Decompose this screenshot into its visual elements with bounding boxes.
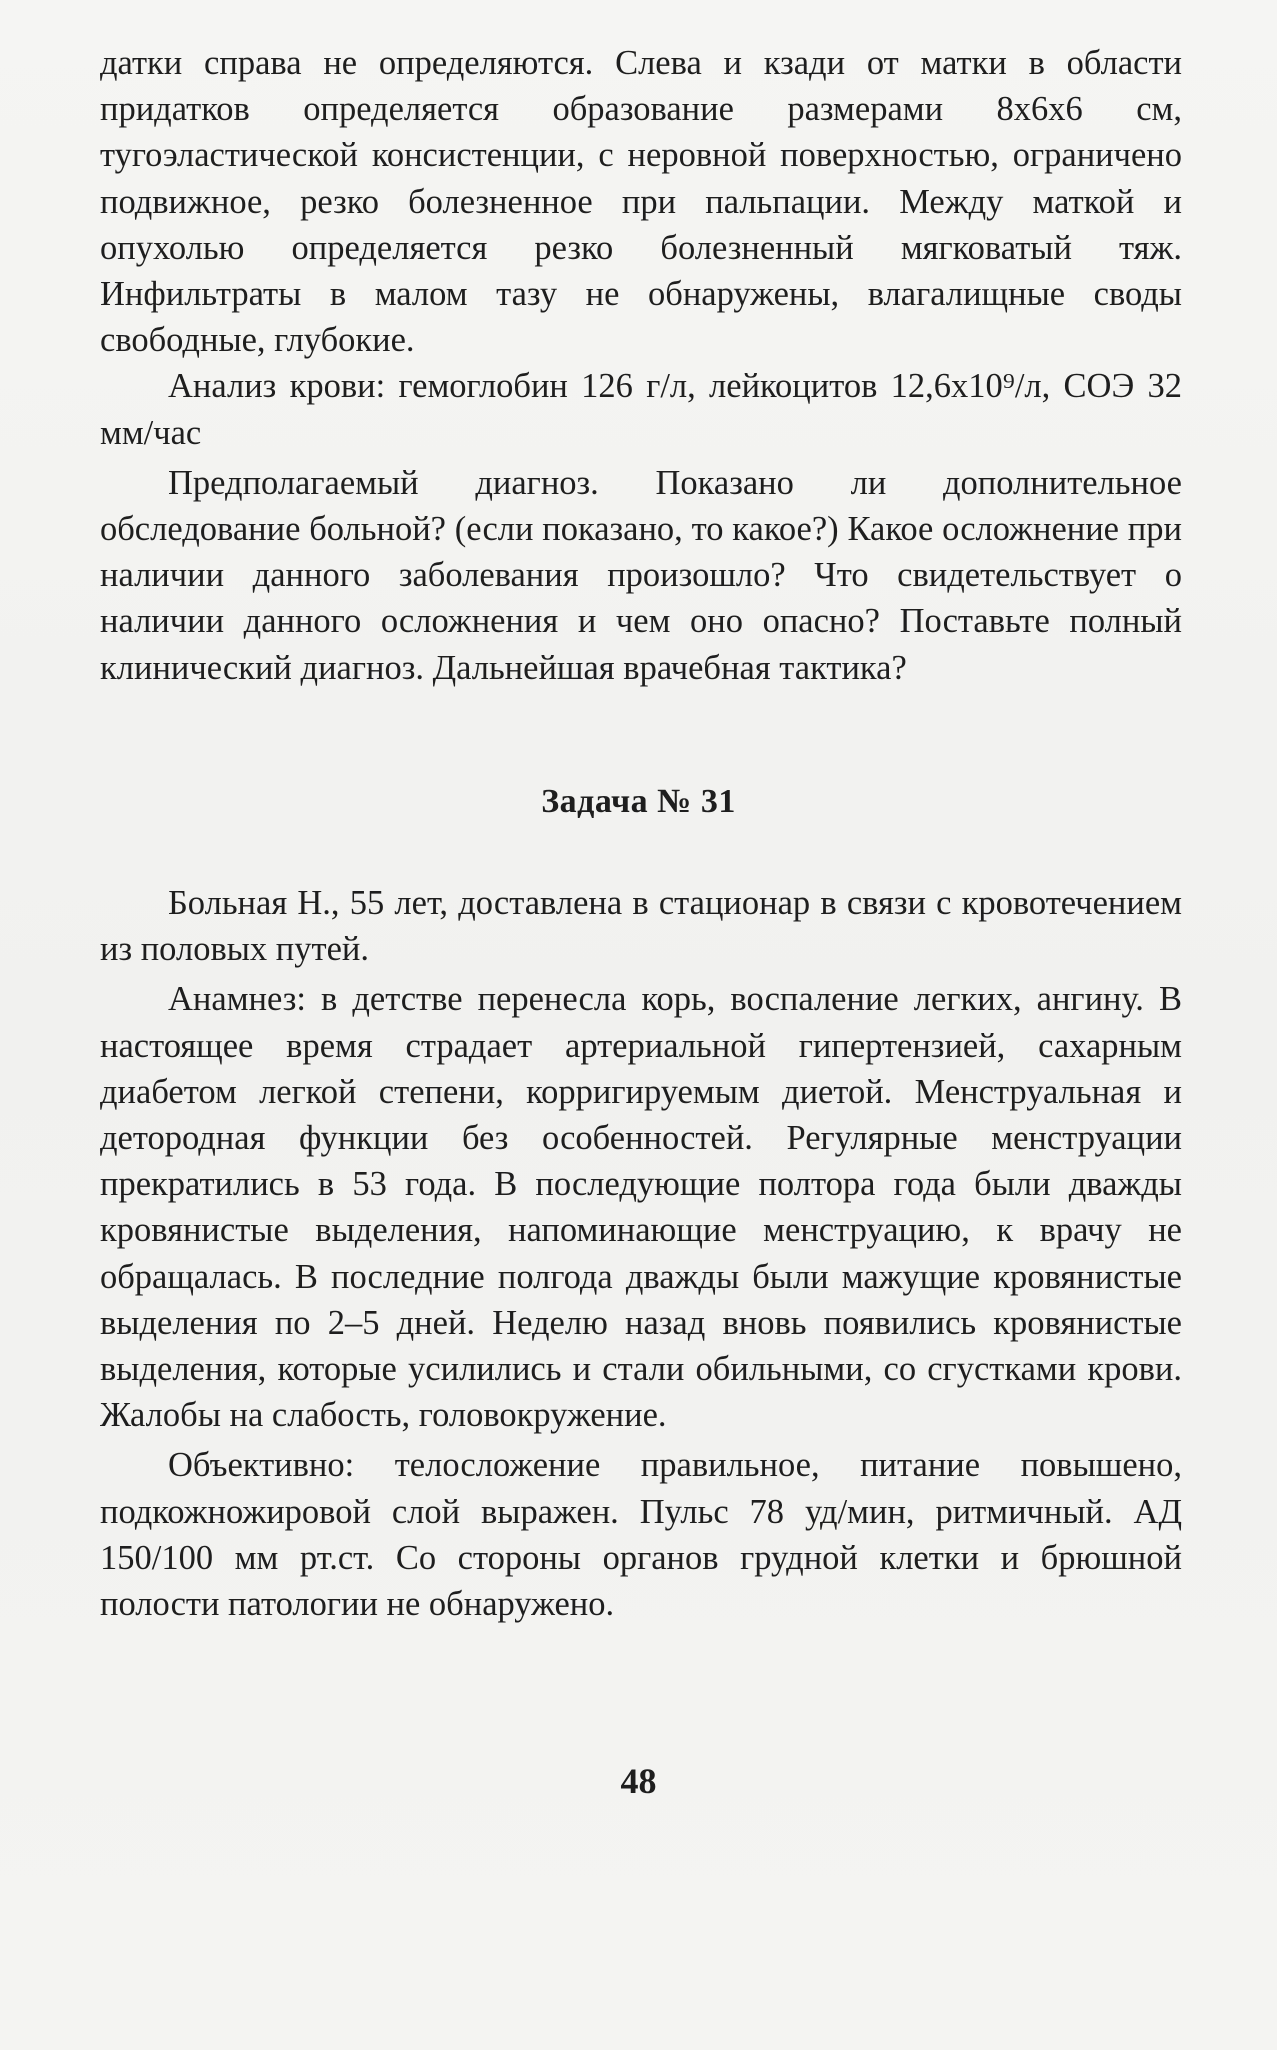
continued-case-text	[100, 40, 1182, 691]
paragraph-examination-continued: датки справа не определяются. Слева и кзади от матки в области придатков определяется образование размерами 8х6х6 см, тугоэластической консистенции, с неровной поверхностью, ограничено подвижное, резко болезненное при пальпации. Между маткой и опухолью определяется резко болезненный мягковатый тяж. Инфильтраты в малом тазу не обнаружены, влагалищные своды свободные, глубокие.	[100, 44, 1182, 360]
task-case-text	[100, 880, 1182, 1627]
paragraph-anamnesis: Анамнез: в детстве перенесла корь, воспаление легких, ангину. В настоящее время страдает артериальной гипертензией, сахарным диабетом легкой степени, корригируемым диетой. Менструальная и детородная функции без особенностей. Регулярные менструации прекратились в 53 года. В последующие полтора года были дважды кровянистые выделения, напоминающие менструацию, к врачу не обращалась. В последние полгода дважды были мажущие кровянистые выделения по 2–5 дней. Неделю назад вновь появились кровянистые выделения, которые усилились и стали обильными, со сгустками крови. Жалобы на слабость, головокружение.	[100, 980, 1182, 1435]
paragraph-objective: Объективно: телосложение правильное, питание повышено, подкожножировой слой выражен. Пульс 78 уд/мин, ритмичный. АД 150/100 мм рт.ст. Со стороны органов грудной клетки и брюшной полости патологии не обнаружено.	[100, 1446, 1182, 1624]
paragraph-patient-intro: Больная Н., 55 лет, доставлена в стационар в связи с кровотечением из половых путей.	[100, 884, 1182, 969]
task-heading: Задача № 31	[541, 783, 736, 820]
page-number: 48	[620, 1761, 657, 1801]
paragraph-questions: Предполагаемый диагноз. Показано ли дополнительное обследование больной? (если показано, то какое?) Какое осложнение при наличии данного заболевания произошло? Что свидетельствует о наличии данного осложнения и чем оно опасно? Поставьте полный клинический диагноз. Дальнейшая врачебная тактика?	[100, 463, 1182, 687]
paragraph-blood-test: Анализ крови: гемоглобин 126 г/л, лейкоцитов 12,6х10⁹/л, СОЭ 32 мм/час	[100, 367, 1182, 452]
